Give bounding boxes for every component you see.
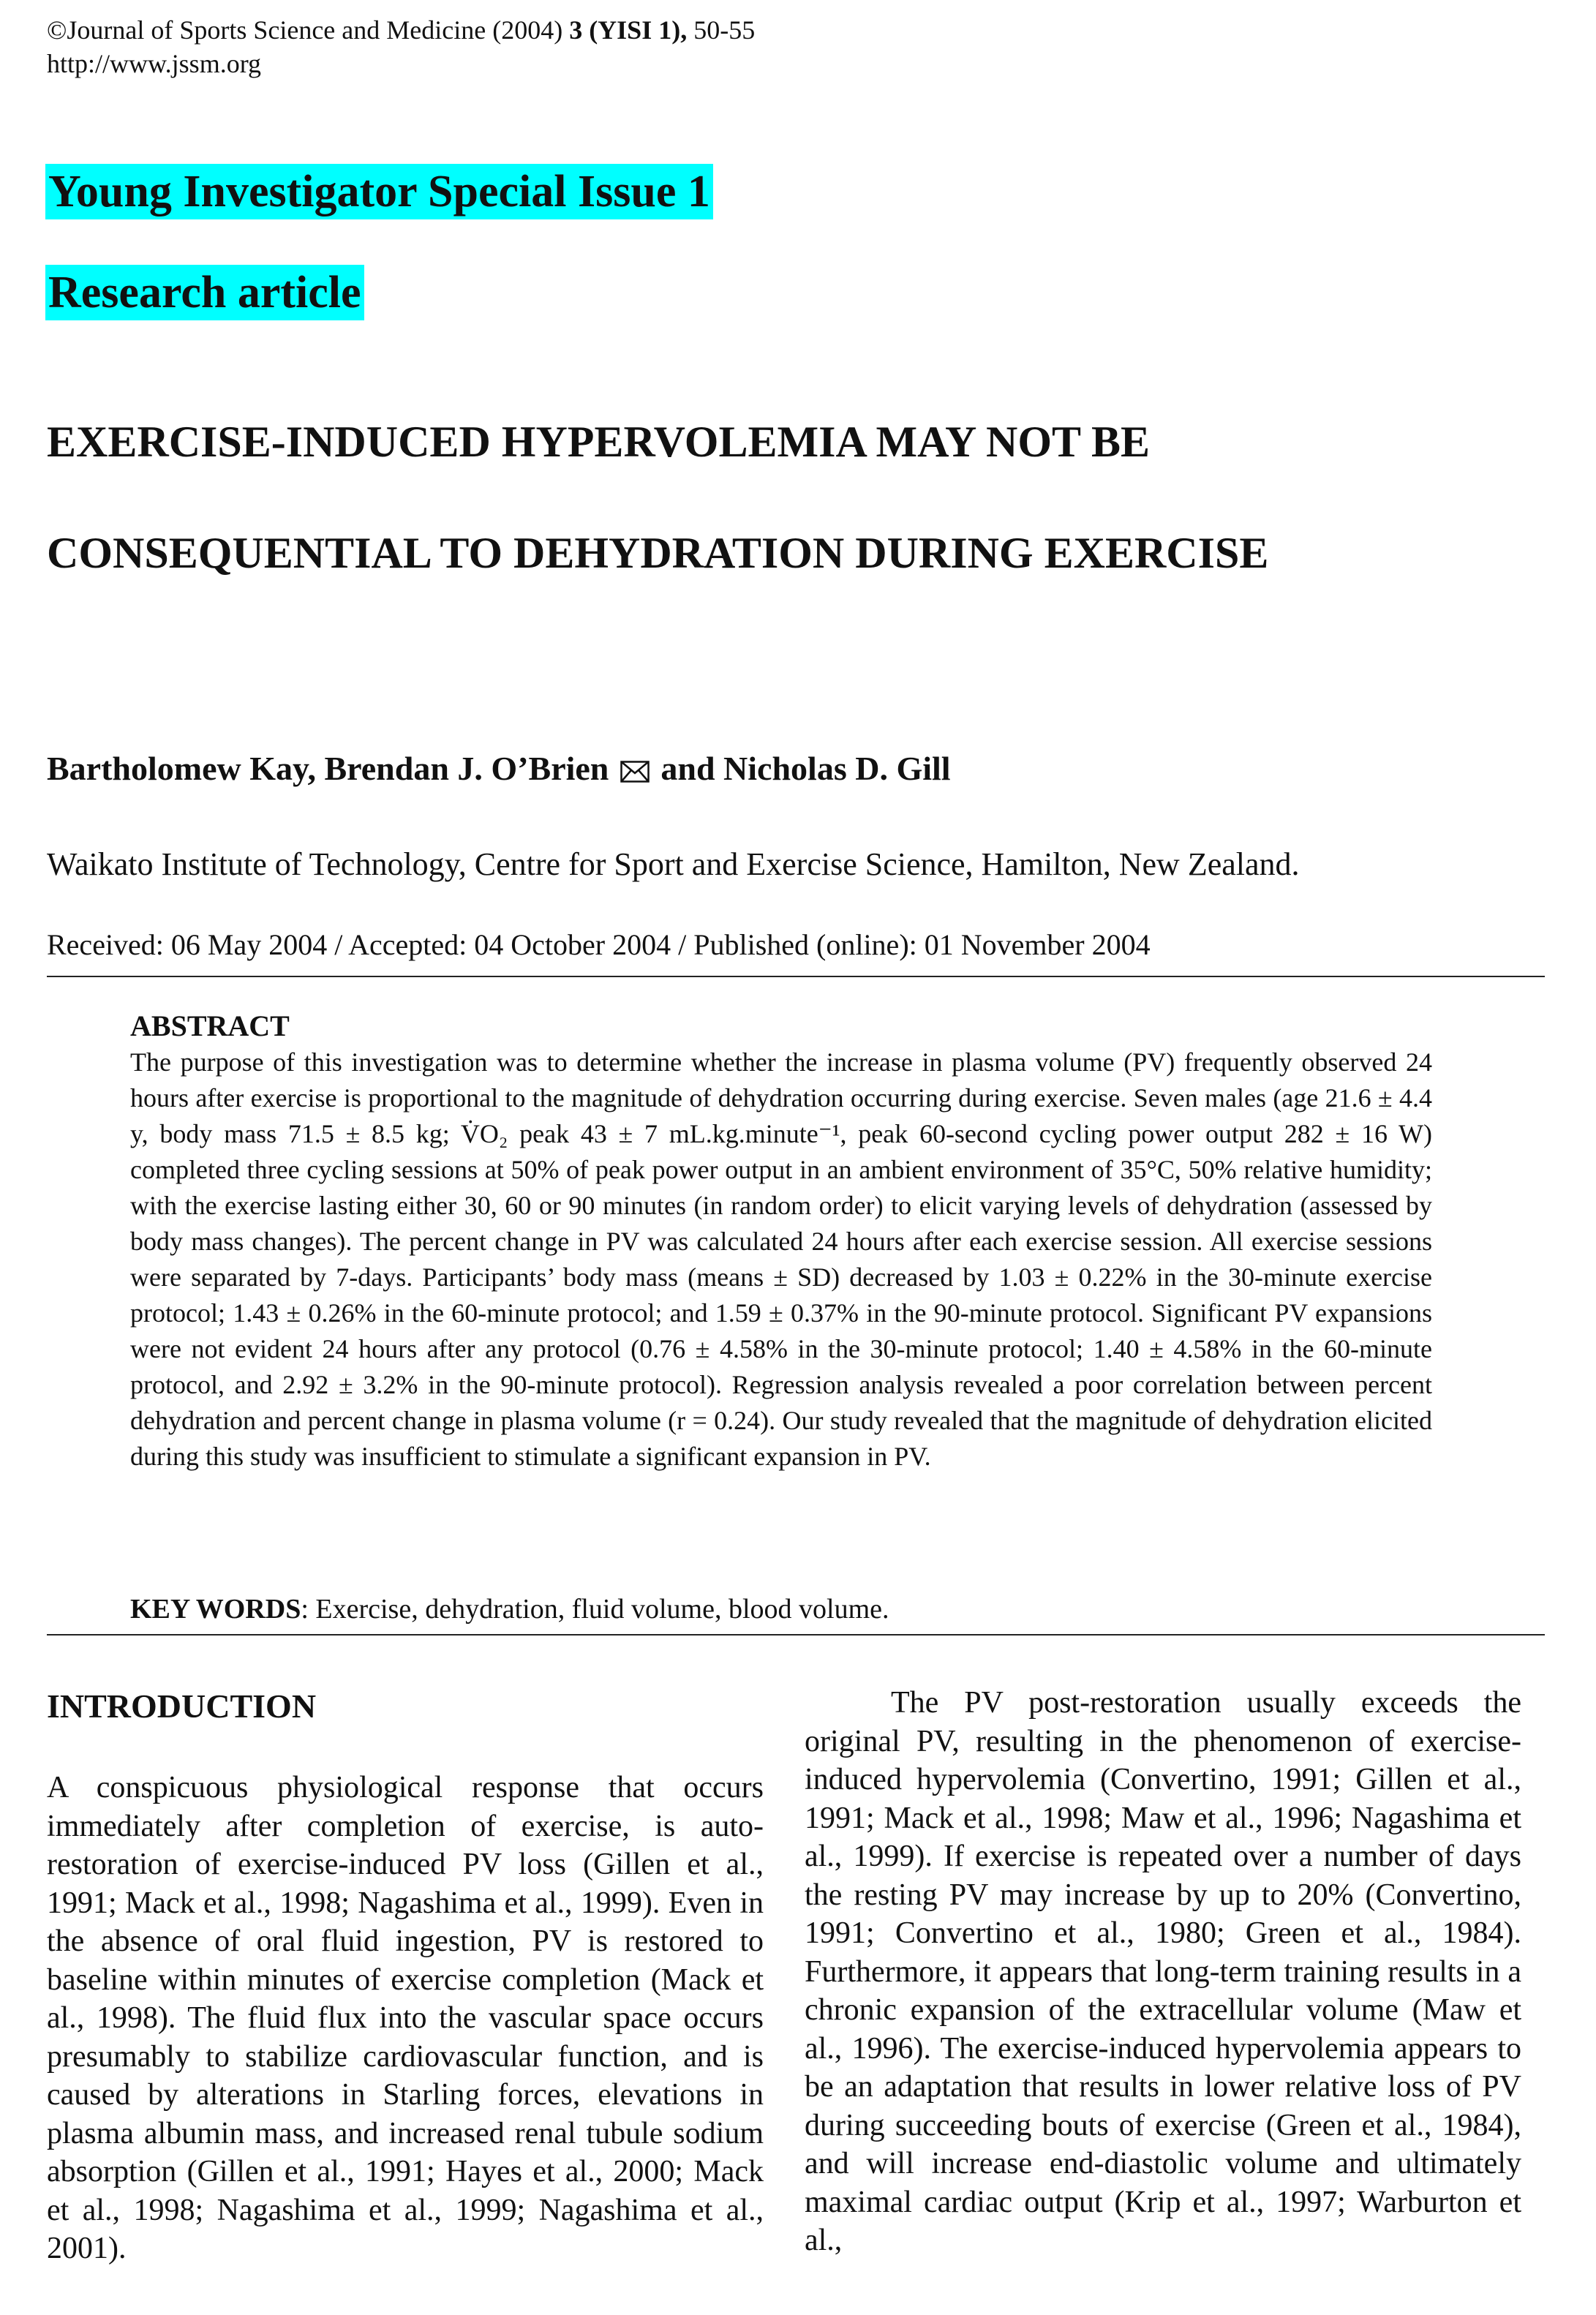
article-title-line-2: CONSEQUENTIAL TO DEHYDRATION DURING EXERCISE	[47, 529, 1269, 577]
journal-header	[47, 13, 755, 80]
abstract-heading: ABSTRACT	[130, 1009, 290, 1042]
abstract-text: The purpose of this investigation was to determine whether the increase in plasma volume (PV) frequently observed 24 hours after exercise is proportional to the magnitude of dehydration occurring during exercise. Seven males (age 21.6 ± 4.4 y, body mass 71.5 ± 8.5 kg; V̇O₂ peak 43 ± 7 mL.kg.minute⁻¹, peak 60-second cycling power output 282 ± 16 W) completed three cycling sessions at 50% of peak power output in an ambient environment of 35°C, 50% relative humidity; with the exercise lasting either 30, 60 or 90 minutes (in random order) to elicit varying levels of dehydration (assessed by body mass changes). The percent change in PV was calculated 24 hours after each exercise session. All exercise sessions were separated by 7-days. Participants’ body mass (means ± SD) decreased by 1.03 ± 0.22% in the 30-minute exercise protocol; 1.43 ± 0.26% in the 60-minute protocol; and 1.59 ± 0.37% in the 90-minute protocol. Significant PV expansions were not evident 24 hours after any protocol (0.76 ± 4.58% in the 30-minute protocol; 1.40 ± 4.58% in the 60-minute protocol, and 2.92 ± 3.2% in the 90-minute protocol). Regression analysis revealed a poor correlation between percent dehydration and percent change in plasma volume (r = 0.24). Our study revealed that the magnitude of dehydration elicited during this study was insufficient to stimulate a significant expansion in PV.	[130, 1047, 1432, 1471]
article-type-label: Research article	[45, 265, 364, 320]
keywords-text: : Exercise, dehydration, fluid volume, blood volume.	[301, 1594, 889, 1625]
abstract-section	[130, 1008, 1432, 1475]
journal-pages: 50-55	[687, 15, 756, 45]
authors-last: and Nicholas D. Gill	[660, 750, 951, 787]
envelope-icon[interactable]	[620, 761, 650, 783]
introduction-paragraph-right: The PV post-restoration usually exceeds the original PV, resulting in the phenomenon of exercise-induced hypervolemia (Convertino, 1991; Gillen et al., 1991; Mack et al., 1998; Maw et al., 1996; Nagashima et al., 1999). If exercise is repeated over a number of days the resting PV may increase by up to 20% (Convertino, 1991; Convertino et al., 1980; Green et al., 1984). Furthermore, it appears that long-term training results in a chronic expansion of the extracellular volume (Maw et al., 1996). The exercise-induced hypervolemia appears to be an adaptation that results in lower relative loss of PV during succeeding bouts of exercise (Green et al., 1984), and will increase end-diastolic volume and ultimately maximal cardiac output (Krip et al., 1997; Warburton et al.,	[805, 1686, 1521, 2257]
introduction-heading: INTRODUCTION	[47, 1687, 317, 1725]
author-list	[47, 749, 951, 788]
divider-top	[47, 976, 1545, 977]
keywords-label: KEY WORDS	[130, 1594, 301, 1625]
article-type-label-wrap	[45, 265, 364, 320]
publication-dates: Received: 06 May 2004 / Accepted: 04 October 2004 / Published (online): 01 November 2004	[47, 928, 1151, 961]
journal-url[interactable]: http://www.jssm.org	[47, 49, 262, 78]
introduction-paragraph-left: A conspicuous physiological response that occurs immediately after completion of exercise, is auto-restoration of exercise-induced PV loss (Gillen et al., 1991; Mack et al., 1998; Nagashima et al., 1999). Even in the absence of oral fluid ingestion, PV is restored to baseline within minutes of exercise completion (Mack et al., 1998). The fluid flux into the vascular space occurs presumably to stabilize cardiovascular function, and is caused by alterations in Starling forces, elevations in plasma albumin mass, and increased renal tubule sodium absorption (Gillen et al., 1991; Hayes et al., 2000; Mack et al., 1998; Nagashima et al., 1999; Nagashima et al., 2001).	[47, 1771, 764, 2265]
journal-name: ©Journal of Sports Science and Medicine (2004)	[47, 15, 570, 45]
special-issue-label-wrap	[45, 164, 713, 219]
special-issue-label: Young Investigator Special Issue 1	[45, 164, 713, 219]
keywords	[130, 1593, 889, 1625]
authors-first: Bartholomew Kay, Brendan J. O’Brien	[47, 750, 609, 787]
journal-citation	[47, 13, 755, 47]
affiliation: Waikato Institute of Technology, Centre for Sport and Exercise Science, Hamilton, New Zealand.	[47, 846, 1300, 882]
article-title-line-1: EXERCISE-INDUCED HYPERVOLEMIA MAY NOT BE	[47, 418, 1151, 466]
journal-volume: 3 (YISI 1),	[569, 15, 688, 45]
divider-bottom	[47, 1634, 1545, 1635]
